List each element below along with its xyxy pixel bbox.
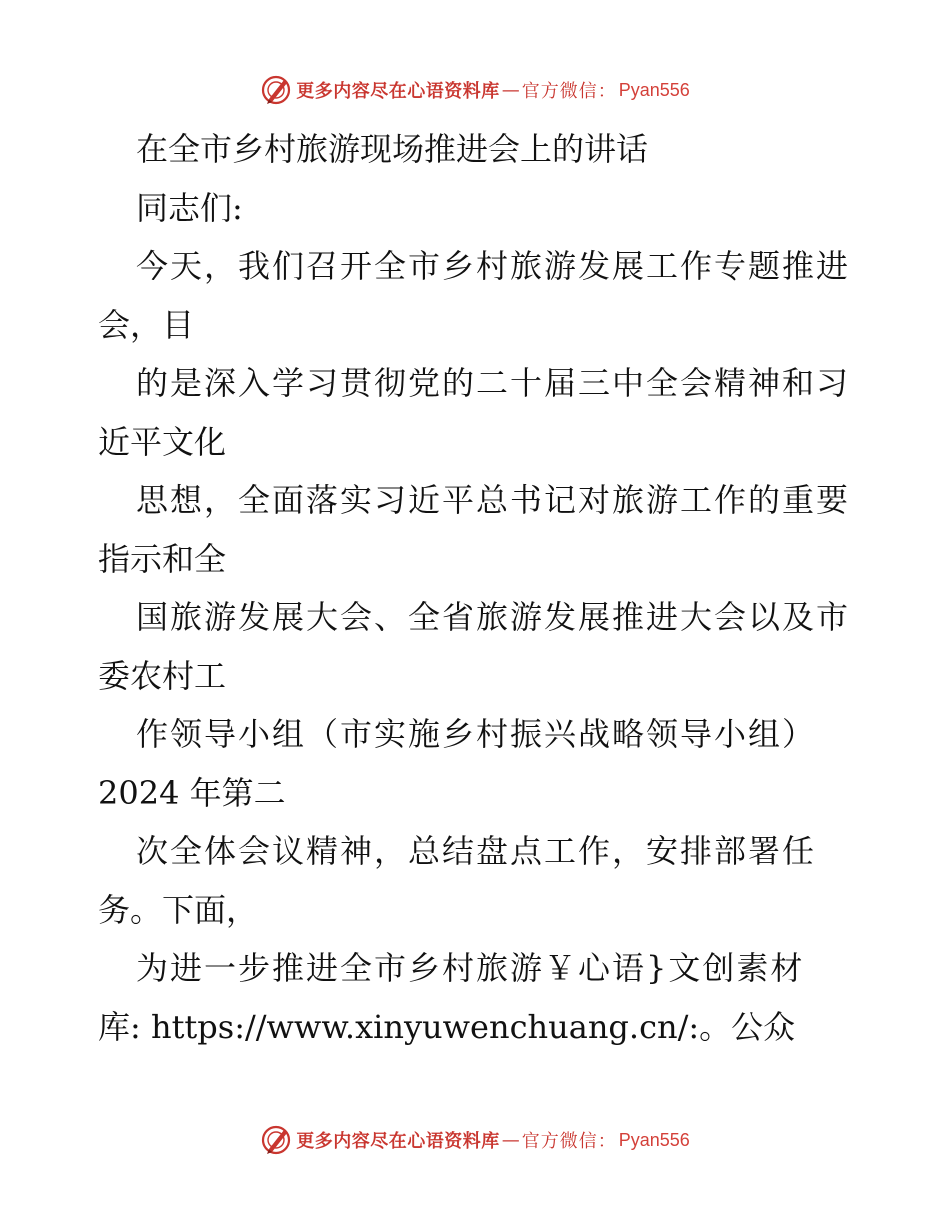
site-name: 更多内容尽在心语资料库 [296,81,500,102]
salutation: 同志们: [136,188,243,227]
wechat-label: 官方微信： [521,81,617,102]
pen-logo-icon [260,1124,292,1156]
paragraph-line: 的是深入学习贯彻党的二十届三中全会精神和习 [136,364,851,402]
paragraph-line: 库: https://www.xinyuwenchuang.cn/:。公众 [98,1007,796,1046]
paragraph-line: 为进一步推进全市乡村旅游￥心语}文创素材 [136,949,805,987]
paragraph-line: 会，目 [98,305,195,344]
wechat-account: Pyan556 [618,79,690,100]
paragraph-line: 2024 年第二 [98,773,286,812]
site-name: 更多内容尽在心语资料库 [296,1131,500,1152]
paragraph-line: 今天，我们召开全市乡村旅游发展工作专题推进 [136,247,851,285]
paragraph-line: 务。下面， [98,890,259,929]
separator: — [501,1129,520,1151]
separator: — [501,79,520,101]
footer-banner [0,1122,950,1158]
paragraph-line: 国旅游发展大会、全省旅游发展推进大会以及市 [136,598,851,636]
document-title: 在全市乡村旅游现场推进会上的讲话 [136,130,649,168]
paragraph-line: 指示和全 [98,539,227,578]
paragraph-line: 思想，全面落实习近平总书记对旅游工作的重要 [136,481,851,519]
wechat-label: 官方微信： [521,1131,617,1152]
document-body [98,120,858,1056]
paragraph-line: 近平文化 [98,422,227,461]
header-banner [0,72,950,108]
pen-logo-icon [260,74,292,106]
paragraph-line: 作领导小组（市实施乡村振兴战略领导小组） [136,715,817,753]
wechat-account: Pyan556 [618,1129,690,1150]
paragraph-line: 委农村工 [98,656,227,695]
paragraph-line: 次全体会议精神，总结盘点工作，安排部署任 [136,832,817,870]
